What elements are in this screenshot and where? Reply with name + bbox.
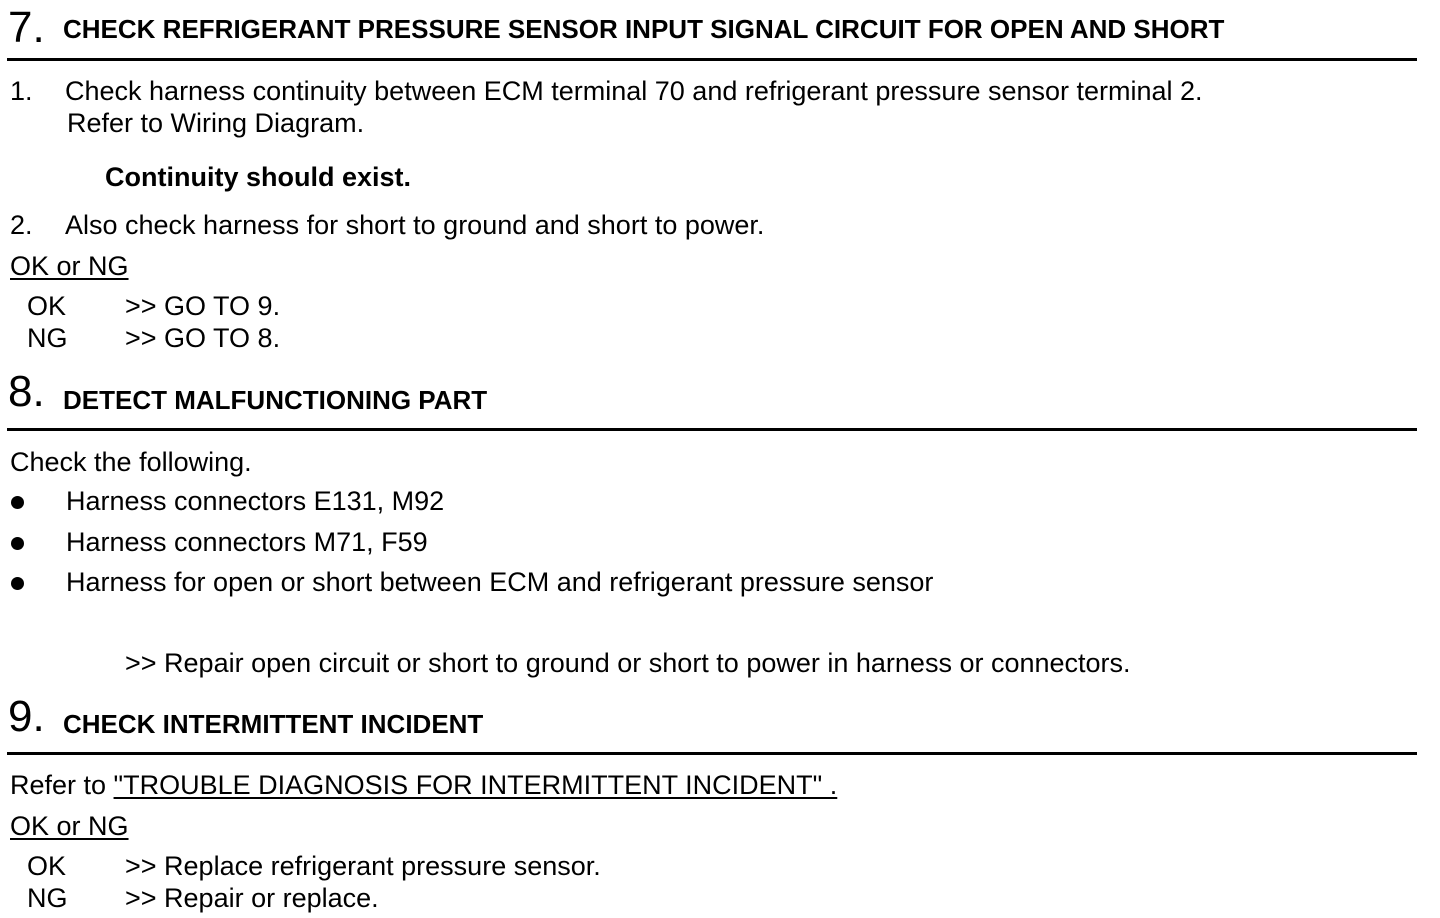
step9-refer-prefix: Refer to (10, 770, 114, 800)
step9-result-heading: OK or NG (10, 811, 129, 841)
step7-item2-number: 2. (10, 210, 33, 240)
bullet-icon (11, 496, 24, 509)
step7-ng-action: >> GO TO 8. (125, 323, 281, 353)
step8-title: DETECT MALFUNCTIONING PART (63, 385, 488, 415)
step7-ok-label: OK (27, 291, 67, 321)
step8-bullet-item: Harness connectors E131, M92 (66, 486, 445, 516)
step7-spec: Continuity should exist. (105, 162, 412, 192)
step7-item1-reference: Refer to Wiring Diagram. (67, 108, 365, 138)
step9-divider (7, 752, 1417, 755)
step9-title: CHECK INTERMITTENT INCIDENT (63, 709, 484, 739)
step9-ok-label: OK (27, 851, 67, 881)
step7-number: 7. (8, 3, 45, 52)
step7-item2-text: Also check harness for short to ground and short to power. (65, 210, 765, 240)
step7-title: CHECK REFRIGERANT PRESSURE SENSOR INPUT SIGNAL CIRCUIT FOR OPEN AND SHORT (63, 14, 1225, 44)
step7-result-heading: OK or NG (10, 251, 129, 281)
step9-ng-action: >> Repair or replace. (125, 883, 379, 913)
trouble-diagnosis-link[interactable]: "TROUBLE DIAGNOSIS FOR INTERMITTENT INCIDENT" . (113, 770, 838, 800)
step7-item1-text: Check harness continuity between ECM terminal 70 and refrigerant pressure sensor terminal 2. (65, 76, 1203, 106)
step7-item1-number: 1. (10, 76, 33, 106)
step7-ng-label: NG (27, 323, 68, 353)
bullet-icon (11, 577, 24, 590)
step8-intro: Check the following. (10, 447, 252, 477)
step9-ok-action: >> Replace refrigerant pressure sensor. (125, 851, 601, 881)
step8-number: 8. (8, 367, 45, 416)
step9-ng-label: NG (27, 883, 68, 913)
step9-refer-line (10, 772, 837, 799)
step9-number: 9. (8, 692, 45, 741)
step8-divider (7, 428, 1417, 431)
step8-action: >> Repair open circuit or short to ground or short to power in harness or connectors. (125, 648, 1131, 678)
step8-bullet-item: Harness for open or short between ECM and refrigerant pressure sensor (66, 567, 934, 597)
bullet-icon (11, 537, 24, 550)
step7-ok-action: >> GO TO 9. (125, 291, 281, 321)
step8-bullet-item: Harness connectors M71, F59 (66, 527, 428, 557)
step7-divider (7, 58, 1417, 61)
